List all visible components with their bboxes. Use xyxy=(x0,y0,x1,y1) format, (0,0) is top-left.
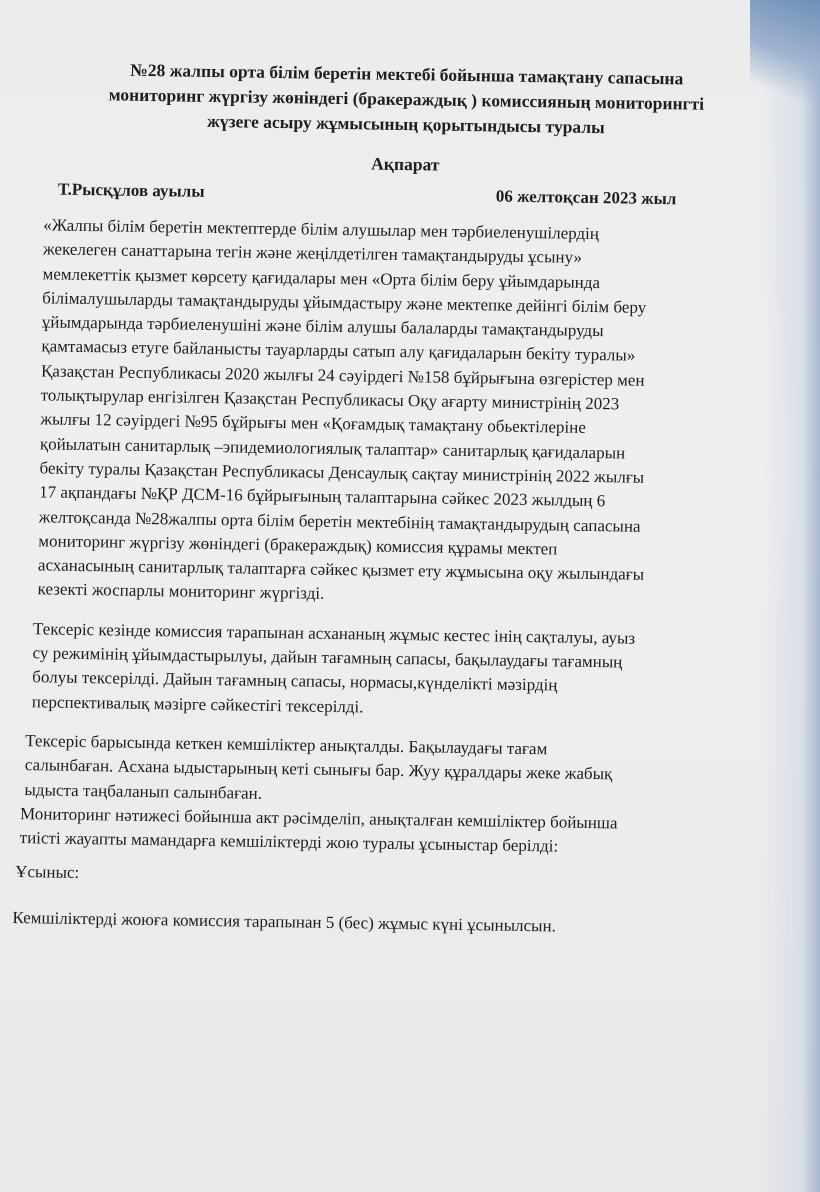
text-line: Қазақстан Республикасы 2020 жылғы 24 сәуірдегі №158 бұйрығына өзгерістер мен xyxy=(40,361,645,390)
text-line: Тексеріс барысында кеткен кемшіліктер анықталды. Бақылаудағы тағам xyxy=(25,731,548,759)
document-body xyxy=(8,56,772,940)
text-line: білімалушыларды тамақтандыруды ұйымдастыру және мектепке дейінгі білім беру xyxy=(42,288,647,317)
recommendation-label: Ұсыныс: xyxy=(15,862,80,883)
text-line: ұйымдарында тәрбиеленушіні және білім алушы балаларды тамақтандыруды xyxy=(41,312,604,341)
text-line: желтоқсанда №28жалпы орта білім беретін мектебінің тамақтандырудың сапасына xyxy=(38,506,641,536)
title-line: №28 жалпы орта білім беретін мектебі бойынша тамақтану сапасына xyxy=(130,59,684,89)
text-line: қамтамасыз етуге байланысты тауарларды сатып алу қағидаларын бекіту туралы» xyxy=(41,336,636,366)
paragraph-4 xyxy=(20,802,761,862)
text-line: Тексеріс кезінде комиссия тарапынан асхананың жұмыс кестес інің сақталуы, ауыз xyxy=(32,618,636,648)
text-line: тиісті жауапты мамандарға кемшіліктерді жою туралы ұсыныстар берілді: xyxy=(19,828,559,856)
text-line: перспективалық мәзірге сәйкестігі тексерілді. xyxy=(31,691,364,717)
text-line: салынбаған. Асхана ыдыстарының кеті сынығы бар. Жуу құралдары жеке жабық xyxy=(24,755,613,784)
text-line: мемлекеттік қызмет көрсету қағидалары мен «Орта білім беру ұйымдарында xyxy=(42,263,601,292)
text-line: кезекті жоспарлы мониторинг жүргізді. xyxy=(37,579,325,604)
text-line: қойылатын санитарлық –эпидемиологиялық талаптар» санитарлық қағидаларын xyxy=(39,434,626,463)
text-line: су режимінің ұйымдастырылуы, дайын тағамның сапасы, бақылаудағы тағамның xyxy=(32,643,623,672)
place-name: Т.Рысқұлов ауылы xyxy=(57,179,205,201)
document-title xyxy=(61,57,752,143)
text-line: жылғы 12 сәуірдегі №95 бұйрығы мен «Қоғамдық тамақтану обьектілеріне xyxy=(40,409,586,438)
text-line: мониторинг жүргізу жөніндегі (бракераждық) комиссия құрамы мектеп xyxy=(38,531,558,559)
document-subtitle: Ақпарат xyxy=(371,153,440,175)
title-line: мониторинг жүргізу жөніндегі (бракераждық ) комиссияның мониторингті xyxy=(108,84,705,114)
document-date: 06 желтоқсан 2023 жыл xyxy=(495,186,677,209)
text-line: ыдыста таңбаланып салынбаған. xyxy=(24,779,263,803)
text-line: болуы тексерілді. Дайын тағамның сапасы, нормасы,күнделікті мәзірдің xyxy=(32,667,558,695)
recommendation-text: Кемшіліктерді жоюға комиссия тарапынан 5 (бес) жұмыс күні ұсынылсын. xyxy=(12,908,557,936)
paragraph-3 xyxy=(24,729,761,813)
text-line: бекіту туралы Қазақстан Республикасы Денсаулық сақтау министрінің 2022 жылғы xyxy=(39,458,645,487)
text-line: «Жалпы білім беретін мектептерде білім алушылар мен тәрбиеленушілердің xyxy=(43,215,600,244)
text-line: 17 ақпандағы №ҚР ДСМ-16 бұйрығының талаптарына сәйкес 2023 жылдың 6 xyxy=(39,482,606,511)
place-date-row xyxy=(20,179,770,217)
text-line: асханасының санитарлық талаптарға сәйкес қызмет ету жұмысына оқу жылындағы xyxy=(37,555,645,584)
paragraph-1 xyxy=(37,213,769,613)
text-line: жекелеген санаттарына тегін және жеңілдетілген тамақтандыруды ұсыну» xyxy=(42,239,583,268)
paragraph-2 xyxy=(32,617,763,726)
text-line: толықтырулар енгізілген Қазақстан Республикасы Оқу ағарту министрінің 2023 xyxy=(40,385,620,414)
title-line: жүзеге асыру жұмысының қорытындысы туралы xyxy=(206,110,605,138)
text-line: Мониторинг нәтижесі бойынша акт рәсімделіп, анықталған кемшіліктер бойынша xyxy=(19,803,618,833)
